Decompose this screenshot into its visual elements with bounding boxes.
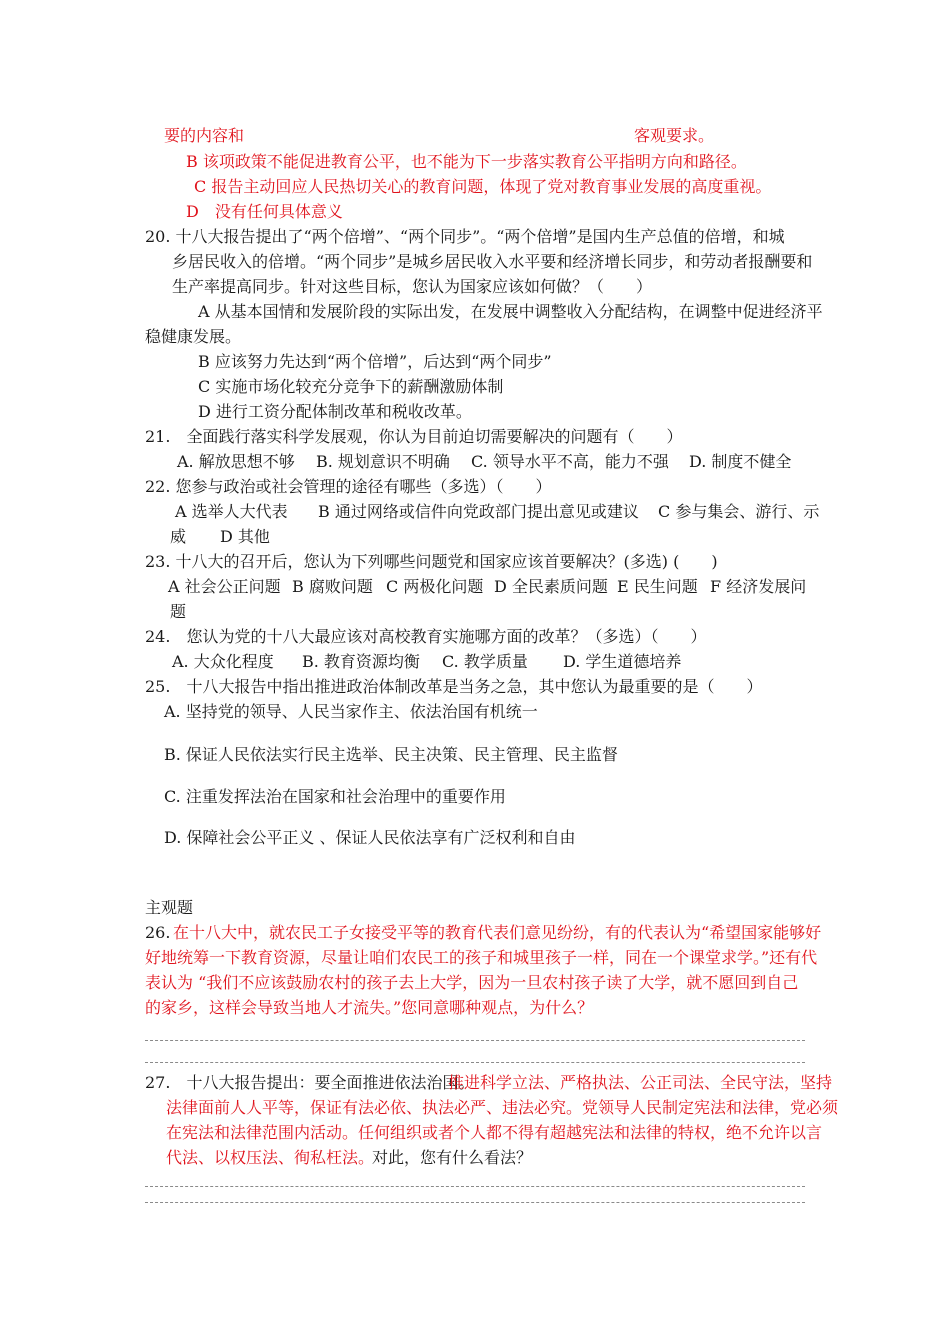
q22-option-c-wrap: 威 — [170, 527, 187, 546]
q26-line-4: 的家乡，这样会导致当地人才流失。”您同意哪种观点，为什么？ — [145, 998, 594, 1017]
q22-option-c: C 参与集会、游行、示 — [658, 502, 820, 521]
q22-line-1: 22. 您参与政治或社会管理的途径有哪些（多选）（ ） — [145, 477, 552, 496]
q26-line-1: 在十八大中，就农民工子女接受平等的教育代表们意见纷纷，有的代表认为“希望国家能够好 — [173, 923, 822, 942]
q22-option-d: D 其他 — [220, 527, 270, 546]
q20-option-a-line-2: 稳健康发展。 — [145, 327, 242, 346]
q19-line-right: 客观要求。 — [634, 126, 715, 145]
q25-option-c: C. 注重发挥法治在国家和社会治理中的重要作用 — [164, 787, 506, 806]
q27-line-2: 法律面前人人平等，保证有法必依、执法必严、违法必究。党领导人民制定宪法和法律，党必须 — [166, 1098, 839, 1117]
q27-tail: 对此，您有什么看法？ — [372, 1148, 533, 1167]
q22-option-b: B 通过网络或信件向党政部门提出意见或建议 — [318, 502, 639, 521]
answer-line — [145, 1202, 805, 1203]
q26-line-3: 表认为 “我们不应该鼓励农村的孩子去上大学，因为一旦农村孩子读了大学，就不愿回到自己 — [145, 973, 799, 992]
q21-line-1: 21. 全面践行落实科学发展观，你认为目前迫切需要解决的问题有（ ） — [145, 427, 683, 446]
q19-line-left: 要的内容和 — [164, 126, 245, 145]
q24-option-a: A. 大众化程度 — [172, 652, 274, 671]
q23-option-b: B 腐败问题 — [292, 577, 373, 596]
q21-option-b: B. 规划意识不明确 — [316, 452, 450, 471]
q25-option-a: A. 坚持党的领导、人民当家作主、依法治国有机统一 — [164, 702, 538, 721]
q26-line-2: 好地统筹一下教育资源，尽量让咱们农民工的孩子和城里孩子一样，同在一个课堂求学。”还有代 — [145, 948, 818, 967]
q23-option-a: A 社会公正问题 — [168, 577, 281, 596]
q19-option-b: B 该项政策不能促进教育公平，也不能为下一步落实教育公平指明方向和路径。 — [186, 152, 747, 171]
section-heading: 主观题 — [145, 898, 194, 917]
q21-option-c: C. 领导水平不高，能力不强 — [471, 452, 669, 471]
q23-option-c: C 两极化问题 — [386, 577, 484, 596]
q20-option-a-line-1: A 从基本国情和发展阶段的实际出发，在发展中调整收入分配结构，在调整中促进经济平 — [198, 302, 823, 321]
q27-line-1: 推进科学立法、严格执法、公正司法、全民守法，坚持 — [448, 1073, 833, 1092]
q21-option-d: D. 制度不健全 — [689, 452, 792, 471]
q23-option-e: E 民生问题 — [617, 577, 698, 596]
q23-option-f-wrap: 题 — [170, 602, 187, 621]
q19-option-c: C 报告主动回应人民热切关心的教育问题，体现了党对教育事业发展的高度重视。 — [194, 177, 772, 196]
q24-option-d: D. 学生道德培养 — [563, 652, 682, 671]
q25-option-b: B. 保证人民依法实行民主选举、民主决策、民主管理、民主监督 — [164, 745, 618, 764]
q20-line-2: 乡居民收入的倍增。“两个同步”是城乡居民收入水平要和经济增长同步，和劳动者报酬要和 — [172, 252, 813, 271]
q26-number: 26. — [145, 923, 171, 942]
answer-line — [145, 1040, 805, 1041]
answer-line — [145, 1062, 805, 1063]
q20-line-1: 20. 十八大报告提出了“两个倍增”、“两个同步”。“两个倍增”是国内生产总值的倍增，和城 — [145, 227, 785, 246]
q20-line-3: 生产率提高同步。针对这些目标，您认为国家应该如何做？（ ） — [172, 277, 653, 296]
q27-intro: 27. 十八大报告提出：要全面推进依法治国。 — [145, 1073, 475, 1092]
q22-option-a: A 选举人大代表 — [175, 502, 288, 521]
q21-option-a: A. 解放思想不够 — [177, 452, 295, 471]
q23-line-1: 23. 十八大的召开后，您认为下列哪些问题党和国家应该首要解决？(多选) ( ) — [145, 552, 718, 571]
q20-option-c: C 实施市场化较充分竞争下的薪酬激励体制 — [198, 377, 504, 396]
q19-option-d: D 没有任何具体意义 — [186, 202, 343, 221]
q24-line-1: 24. 您认为党的十八大最应该对高校教育实施哪方面的改革？（多选）（ ） — [145, 627, 707, 646]
answer-line — [145, 1186, 805, 1187]
q27-line-4: 代法、以权压法、徇私枉法。 — [166, 1148, 375, 1167]
q20-option-b: B 应该努力先达到“两个倍增”，后达到“两个同步” — [198, 352, 552, 371]
q23-option-d: D 全民素质问题 — [494, 577, 608, 596]
q20-option-d: D 进行工资分配体制改革和税收改革。 — [198, 402, 472, 421]
q24-option-b: B. 教育资源均衡 — [302, 652, 420, 671]
q24-option-c: C. 教学质量 — [442, 652, 528, 671]
q27-line-3: 在宪法和法律范围内活动。任何组织或者个人都不得有超越宪法和法律的特权，绝不允许以言 — [166, 1123, 823, 1142]
q25-line-1: 25. 十八大报告中指出推进政治体制改革是当务之急，其中您认为最重要的是（ ） — [145, 677, 763, 696]
q23-option-f: F 经济发展问 — [710, 577, 807, 596]
q25-option-d: D. 保障社会公平正义 、保证人民依法享有广泛权利和自由 — [164, 828, 576, 847]
